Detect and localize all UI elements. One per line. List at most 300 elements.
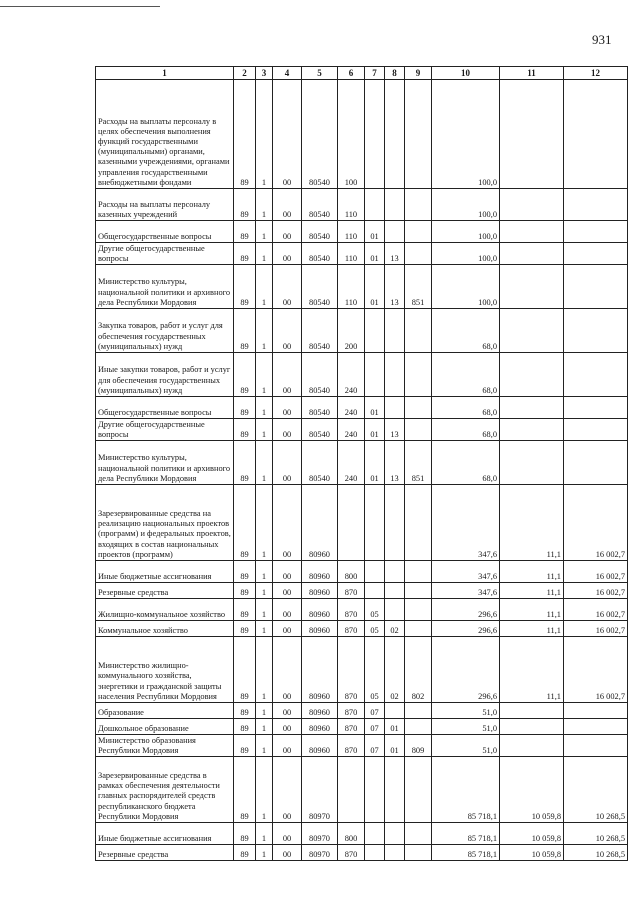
row-name: Резервные средства [96, 583, 234, 599]
cell-subsection [385, 309, 405, 353]
cell-expense-type: 240 [338, 353, 365, 397]
col-header: 1 [96, 67, 234, 80]
cell-program-code: 00 [273, 397, 302, 419]
cell-section: 01 [365, 397, 385, 419]
cell-section-code: 1 [256, 583, 273, 599]
cell-program-code: 00 [273, 221, 302, 243]
cell-expense-type: 870 [338, 719, 365, 735]
cell-amount-1: 347,6 [432, 583, 500, 599]
cell-amount-2: 11,1 [500, 561, 564, 583]
cell-section-code: 1 [256, 189, 273, 221]
cell-amount-2 [500, 441, 564, 485]
cell-expense-type: 870 [338, 583, 365, 599]
cell-target-code: 80540 [302, 353, 338, 397]
cell-section-code: 1 [256, 823, 273, 845]
cell-expense-type [338, 757, 365, 823]
cell-section [365, 189, 385, 221]
cell-program-code: 00 [273, 419, 302, 441]
table-row [96, 80, 628, 189]
cell-amount-1: 296,6 [432, 637, 500, 703]
cell-section-code: 1 [256, 637, 273, 703]
cell-program-code: 00 [273, 735, 302, 757]
cell-section-code: 1 [256, 485, 273, 561]
cell-target-code: 80540 [302, 441, 338, 485]
row-name: Коммунальное хозяйство [96, 621, 234, 637]
cell-amount-2 [500, 703, 564, 719]
cell-amount-1: 68,0 [432, 309, 500, 353]
cell-subsection [385, 189, 405, 221]
cell-amount-3: 16 002,7 [564, 485, 628, 561]
cell-expense-type: 870 [338, 637, 365, 703]
cell-amount-2 [500, 265, 564, 309]
cell-amount-3: 16 002,7 [564, 621, 628, 637]
cell-subsection [385, 823, 405, 845]
cell-target-code: 80960 [302, 485, 338, 561]
cell-amount-2: 11,1 [500, 485, 564, 561]
cell-expense-type: 240 [338, 441, 365, 485]
cell-amount-1: 68,0 [432, 441, 500, 485]
cell-admin-code: 851 [405, 441, 432, 485]
cell-section-code: 1 [256, 757, 273, 823]
cell-amount-2 [500, 719, 564, 735]
cell-amount-2: 10 059,8 [500, 845, 564, 861]
cell-amount-3 [564, 221, 628, 243]
table-row [96, 757, 628, 823]
cell-ministry-code: 89 [234, 419, 256, 441]
cell-expense-type: 870 [338, 845, 365, 861]
cell-amount-2 [500, 80, 564, 189]
cell-admin-code [405, 583, 432, 599]
table-row [96, 189, 628, 221]
cell-amount-3: 16 002,7 [564, 599, 628, 621]
cell-admin-code [405, 757, 432, 823]
col-header: 12 [564, 67, 628, 80]
cell-program-code: 00 [273, 599, 302, 621]
row-name: Дошкольное образование [96, 719, 234, 735]
cell-amount-2: 11,1 [500, 637, 564, 703]
cell-section [365, 309, 385, 353]
row-name: Закупка товаров, работ и услуг для обеспечения государственных (муниципальных) нужд [96, 309, 234, 353]
cell-section-code: 1 [256, 719, 273, 735]
table-row [96, 823, 628, 845]
cell-ministry-code: 89 [234, 637, 256, 703]
cell-admin-code [405, 703, 432, 719]
row-name: Расходы на выплаты персоналу казенных учреждений [96, 189, 234, 221]
cell-amount-1: 51,0 [432, 735, 500, 757]
cell-admin-code: 851 [405, 265, 432, 309]
cell-amount-3 [564, 719, 628, 735]
cell-admin-code [405, 561, 432, 583]
table-row [96, 561, 628, 583]
cell-ministry-code: 89 [234, 719, 256, 735]
cell-expense-type: 870 [338, 621, 365, 637]
table-row [96, 243, 628, 265]
row-name: Министерство культуры, национальной политики и архивного дела Республики Мордовия [96, 265, 234, 309]
cell-subsection [385, 703, 405, 719]
cell-section [365, 561, 385, 583]
cell-expense-type: 110 [338, 221, 365, 243]
cell-section [365, 583, 385, 599]
cell-target-code: 80540 [302, 309, 338, 353]
table-row [96, 309, 628, 353]
cell-amount-3 [564, 309, 628, 353]
table-row [96, 583, 628, 599]
cell-amount-1: 68,0 [432, 419, 500, 441]
cell-ministry-code: 89 [234, 221, 256, 243]
cell-section: 05 [365, 621, 385, 637]
cell-amount-2 [500, 397, 564, 419]
cell-program-code: 00 [273, 80, 302, 189]
cell-admin-code [405, 485, 432, 561]
cell-amount-1: 100,0 [432, 80, 500, 189]
cell-target-code: 80540 [302, 80, 338, 189]
col-header: 3 [256, 67, 273, 80]
row-name: Другие общегосударственные вопросы [96, 419, 234, 441]
table-row [96, 845, 628, 861]
row-name: Иные бюджетные ассигнования [96, 561, 234, 583]
cell-expense-type: 100 [338, 80, 365, 189]
cell-program-code: 00 [273, 243, 302, 265]
cell-program-code: 00 [273, 561, 302, 583]
cell-ministry-code: 89 [234, 397, 256, 419]
cell-amount-2: 10 059,8 [500, 823, 564, 845]
table-row [96, 397, 628, 419]
cell-section-code: 1 [256, 353, 273, 397]
cell-ministry-code: 89 [234, 757, 256, 823]
cell-amount-3 [564, 80, 628, 189]
cell-amount-3: 16 002,7 [564, 637, 628, 703]
cell-expense-type: 110 [338, 265, 365, 309]
cell-program-code: 00 [273, 845, 302, 861]
cell-amount-2 [500, 221, 564, 243]
cell-expense-type: 240 [338, 397, 365, 419]
cell-section [365, 845, 385, 861]
cell-program-code: 00 [273, 637, 302, 703]
cell-admin-code [405, 599, 432, 621]
cell-program-code: 00 [273, 757, 302, 823]
cell-ministry-code: 89 [234, 189, 256, 221]
cell-subsection [385, 221, 405, 243]
cell-target-code: 80540 [302, 419, 338, 441]
cell-target-code: 80960 [302, 583, 338, 599]
cell-subsection: 13 [385, 265, 405, 309]
cell-section-code: 1 [256, 80, 273, 189]
scan-top-line [0, 6, 160, 7]
col-header: 4 [273, 67, 302, 80]
cell-section-code: 1 [256, 735, 273, 757]
cell-section-code: 1 [256, 265, 273, 309]
cell-amount-2 [500, 189, 564, 221]
row-name: Министерство жилищно-коммунального хозяйства, энергетики и гражданской защиты населения Республики Мордовия [96, 637, 234, 703]
cell-target-code: 80970 [302, 823, 338, 845]
cell-program-code: 00 [273, 621, 302, 637]
cell-amount-1: 51,0 [432, 703, 500, 719]
cell-target-code: 80960 [302, 637, 338, 703]
cell-ministry-code: 89 [234, 599, 256, 621]
table-row [96, 221, 628, 243]
cell-ministry-code: 89 [234, 353, 256, 397]
cell-subsection: 01 [385, 719, 405, 735]
cell-amount-2 [500, 353, 564, 397]
cell-amount-2: 10 059,8 [500, 757, 564, 823]
cell-program-code: 00 [273, 309, 302, 353]
row-name: Образование [96, 703, 234, 719]
table-row [96, 353, 628, 397]
row-name: Резервные средства [96, 845, 234, 861]
cell-expense-type: 870 [338, 735, 365, 757]
cell-target-code: 80540 [302, 243, 338, 265]
cell-ministry-code: 89 [234, 621, 256, 637]
cell-admin-code [405, 243, 432, 265]
cell-amount-1: 51,0 [432, 719, 500, 735]
cell-subsection [385, 353, 405, 397]
cell-amount-3 [564, 353, 628, 397]
cell-amount-2 [500, 309, 564, 353]
cell-admin-code [405, 845, 432, 861]
table-row [96, 719, 628, 735]
cell-subsection [385, 80, 405, 189]
cell-section [365, 485, 385, 561]
cell-ministry-code: 89 [234, 80, 256, 189]
cell-section: 05 [365, 599, 385, 621]
cell-ministry-code: 89 [234, 823, 256, 845]
page-number: 931 [592, 32, 612, 47]
cell-expense-type: 800 [338, 561, 365, 583]
cell-admin-code: 809 [405, 735, 432, 757]
cell-amount-3 [564, 243, 628, 265]
table-row [96, 621, 628, 637]
cell-section-code: 1 [256, 845, 273, 861]
row-name: Общегосударственные вопросы [96, 397, 234, 419]
cell-section [365, 757, 385, 823]
cell-section-code: 1 [256, 419, 273, 441]
row-name: Расходы на выплаты персоналу в целях обеспечения выполнения функций государственными (муниципальными) органами, казенными учреждениями, органами управления государственными внебюджетными фондами [96, 80, 234, 189]
cell-target-code: 80970 [302, 845, 338, 861]
cell-expense-type: 870 [338, 703, 365, 719]
header-row [96, 67, 628, 80]
cell-subsection [385, 583, 405, 599]
cell-section: 01 [365, 243, 385, 265]
cell-amount-1: 85 718,1 [432, 823, 500, 845]
cell-amount-3: 16 002,7 [564, 583, 628, 599]
cell-amount-1: 100,0 [432, 243, 500, 265]
table-row [96, 599, 628, 621]
cell-admin-code: 802 [405, 637, 432, 703]
cell-admin-code [405, 419, 432, 441]
cell-amount-1: 68,0 [432, 397, 500, 419]
col-header: 7 [365, 67, 385, 80]
cell-ministry-code: 89 [234, 735, 256, 757]
cell-section-code: 1 [256, 221, 273, 243]
cell-amount-3: 16 002,7 [564, 561, 628, 583]
cell-program-code: 00 [273, 265, 302, 309]
row-name: Иные закупки товаров, работ и услуг для обеспечения государственных (муниципальных) нужд [96, 353, 234, 397]
cell-target-code: 80540 [302, 221, 338, 243]
cell-amount-1: 85 718,1 [432, 757, 500, 823]
cell-ministry-code: 89 [234, 441, 256, 485]
cell-amount-2 [500, 419, 564, 441]
cell-section [365, 823, 385, 845]
cell-expense-type: 110 [338, 189, 365, 221]
cell-program-code: 00 [273, 823, 302, 845]
cell-target-code: 80540 [302, 265, 338, 309]
col-header: 8 [385, 67, 405, 80]
cell-ministry-code: 89 [234, 583, 256, 599]
cell-amount-1: 296,6 [432, 621, 500, 637]
cell-amount-2 [500, 243, 564, 265]
cell-program-code: 00 [273, 441, 302, 485]
cell-section-code: 1 [256, 561, 273, 583]
cell-ministry-code: 89 [234, 265, 256, 309]
cell-section-code: 1 [256, 621, 273, 637]
cell-subsection: 13 [385, 243, 405, 265]
cell-amount-3 [564, 397, 628, 419]
row-name: Иные бюджетные ассигнования [96, 823, 234, 845]
col-header: 9 [405, 67, 432, 80]
cell-subsection [385, 845, 405, 861]
cell-ministry-code: 89 [234, 561, 256, 583]
cell-amount-1: 68,0 [432, 353, 500, 397]
cell-subsection [385, 485, 405, 561]
cell-subsection [385, 599, 405, 621]
cell-section: 01 [365, 441, 385, 485]
cell-subsection: 02 [385, 637, 405, 703]
cell-admin-code [405, 309, 432, 353]
cell-amount-3 [564, 189, 628, 221]
cell-section [365, 80, 385, 189]
cell-subsection: 13 [385, 419, 405, 441]
cell-admin-code [405, 80, 432, 189]
cell-target-code: 80960 [302, 621, 338, 637]
row-name: Общегосударственные вопросы [96, 221, 234, 243]
cell-subsection: 13 [385, 441, 405, 485]
row-name: Жилищно-коммунальное хозяйство [96, 599, 234, 621]
cell-section-code: 1 [256, 243, 273, 265]
cell-amount-1: 296,6 [432, 599, 500, 621]
table-row [96, 735, 628, 757]
cell-target-code: 80960 [302, 561, 338, 583]
cell-amount-1: 85 718,1 [432, 845, 500, 861]
cell-amount-3 [564, 703, 628, 719]
cell-expense-type [338, 485, 365, 561]
col-header: 6 [338, 67, 365, 80]
cell-section [365, 353, 385, 397]
cell-target-code: 80960 [302, 735, 338, 757]
table-row [96, 485, 628, 561]
cell-amount-3 [564, 265, 628, 309]
cell-section: 05 [365, 637, 385, 703]
cell-program-code: 00 [273, 719, 302, 735]
col-header: 10 [432, 67, 500, 80]
cell-target-code: 80960 [302, 703, 338, 719]
cell-expense-type: 110 [338, 243, 365, 265]
cell-section-code: 1 [256, 309, 273, 353]
row-name: Министерство образования Республики Мордовия [96, 735, 234, 757]
cell-section: 01 [365, 221, 385, 243]
cell-amount-3 [564, 419, 628, 441]
cell-section-code: 1 [256, 397, 273, 419]
cell-amount-3 [564, 735, 628, 757]
cell-program-code: 00 [273, 353, 302, 397]
cell-admin-code [405, 353, 432, 397]
cell-amount-2: 11,1 [500, 621, 564, 637]
row-name: Другие общегосударственные вопросы [96, 243, 234, 265]
cell-target-code: 80960 [302, 719, 338, 735]
cell-ministry-code: 89 [234, 703, 256, 719]
cell-section-code: 1 [256, 703, 273, 719]
cell-amount-3: 10 268,5 [564, 823, 628, 845]
cell-program-code: 00 [273, 583, 302, 599]
cell-amount-3: 10 268,5 [564, 757, 628, 823]
col-header: 2 [234, 67, 256, 80]
cell-section-code: 1 [256, 599, 273, 621]
cell-subsection [385, 397, 405, 419]
cell-section: 01 [365, 419, 385, 441]
row-name: Министерство культуры, национальной политики и архивного дела Республики Мордовия [96, 441, 234, 485]
cell-admin-code [405, 719, 432, 735]
cell-subsection [385, 561, 405, 583]
cell-amount-1: 100,0 [432, 221, 500, 243]
cell-expense-type: 240 [338, 419, 365, 441]
cell-target-code: 80540 [302, 189, 338, 221]
cell-expense-type: 200 [338, 309, 365, 353]
cell-amount-1: 347,6 [432, 485, 500, 561]
cell-subsection [385, 757, 405, 823]
cell-ministry-code: 89 [234, 845, 256, 861]
cell-subsection: 02 [385, 621, 405, 637]
cell-subsection: 01 [385, 735, 405, 757]
cell-amount-3: 10 268,5 [564, 845, 628, 861]
cell-admin-code [405, 397, 432, 419]
cell-amount-3 [564, 441, 628, 485]
budget-table [95, 66, 628, 861]
cell-program-code: 00 [273, 485, 302, 561]
row-name: Зарезервированные средства на реализацию национальных проектов (программ) и федеральных проектов, входящих в состав национальных проектов (программ) [96, 485, 234, 561]
cell-program-code: 00 [273, 189, 302, 221]
cell-section: 01 [365, 265, 385, 309]
cell-admin-code [405, 823, 432, 845]
cell-target-code: 80960 [302, 599, 338, 621]
cell-ministry-code: 89 [234, 243, 256, 265]
cell-expense-type: 870 [338, 599, 365, 621]
cell-target-code: 80970 [302, 757, 338, 823]
table-row [96, 637, 628, 703]
table-row [96, 703, 628, 719]
cell-amount-1: 100,0 [432, 265, 500, 309]
cell-section: 07 [365, 719, 385, 735]
table-row [96, 265, 628, 309]
table-row [96, 419, 628, 441]
cell-amount-1: 100,0 [432, 189, 500, 221]
cell-program-code: 00 [273, 703, 302, 719]
cell-amount-2: 11,1 [500, 583, 564, 599]
col-header: 11 [500, 67, 564, 80]
cell-ministry-code: 89 [234, 485, 256, 561]
cell-ministry-code: 89 [234, 309, 256, 353]
cell-amount-2: 11,1 [500, 599, 564, 621]
cell-target-code: 80540 [302, 397, 338, 419]
row-name: Зарезервированные средства в рамках обеспечения деятельности главных распорядителей средств республиканского бюджета Республики Мордовия [96, 757, 234, 823]
cell-section: 07 [365, 735, 385, 757]
cell-section: 07 [365, 703, 385, 719]
col-header: 5 [302, 67, 338, 80]
cell-amount-2 [500, 735, 564, 757]
cell-admin-code [405, 621, 432, 637]
cell-admin-code [405, 189, 432, 221]
cell-admin-code [405, 221, 432, 243]
table-row [96, 441, 628, 485]
cell-expense-type: 800 [338, 823, 365, 845]
